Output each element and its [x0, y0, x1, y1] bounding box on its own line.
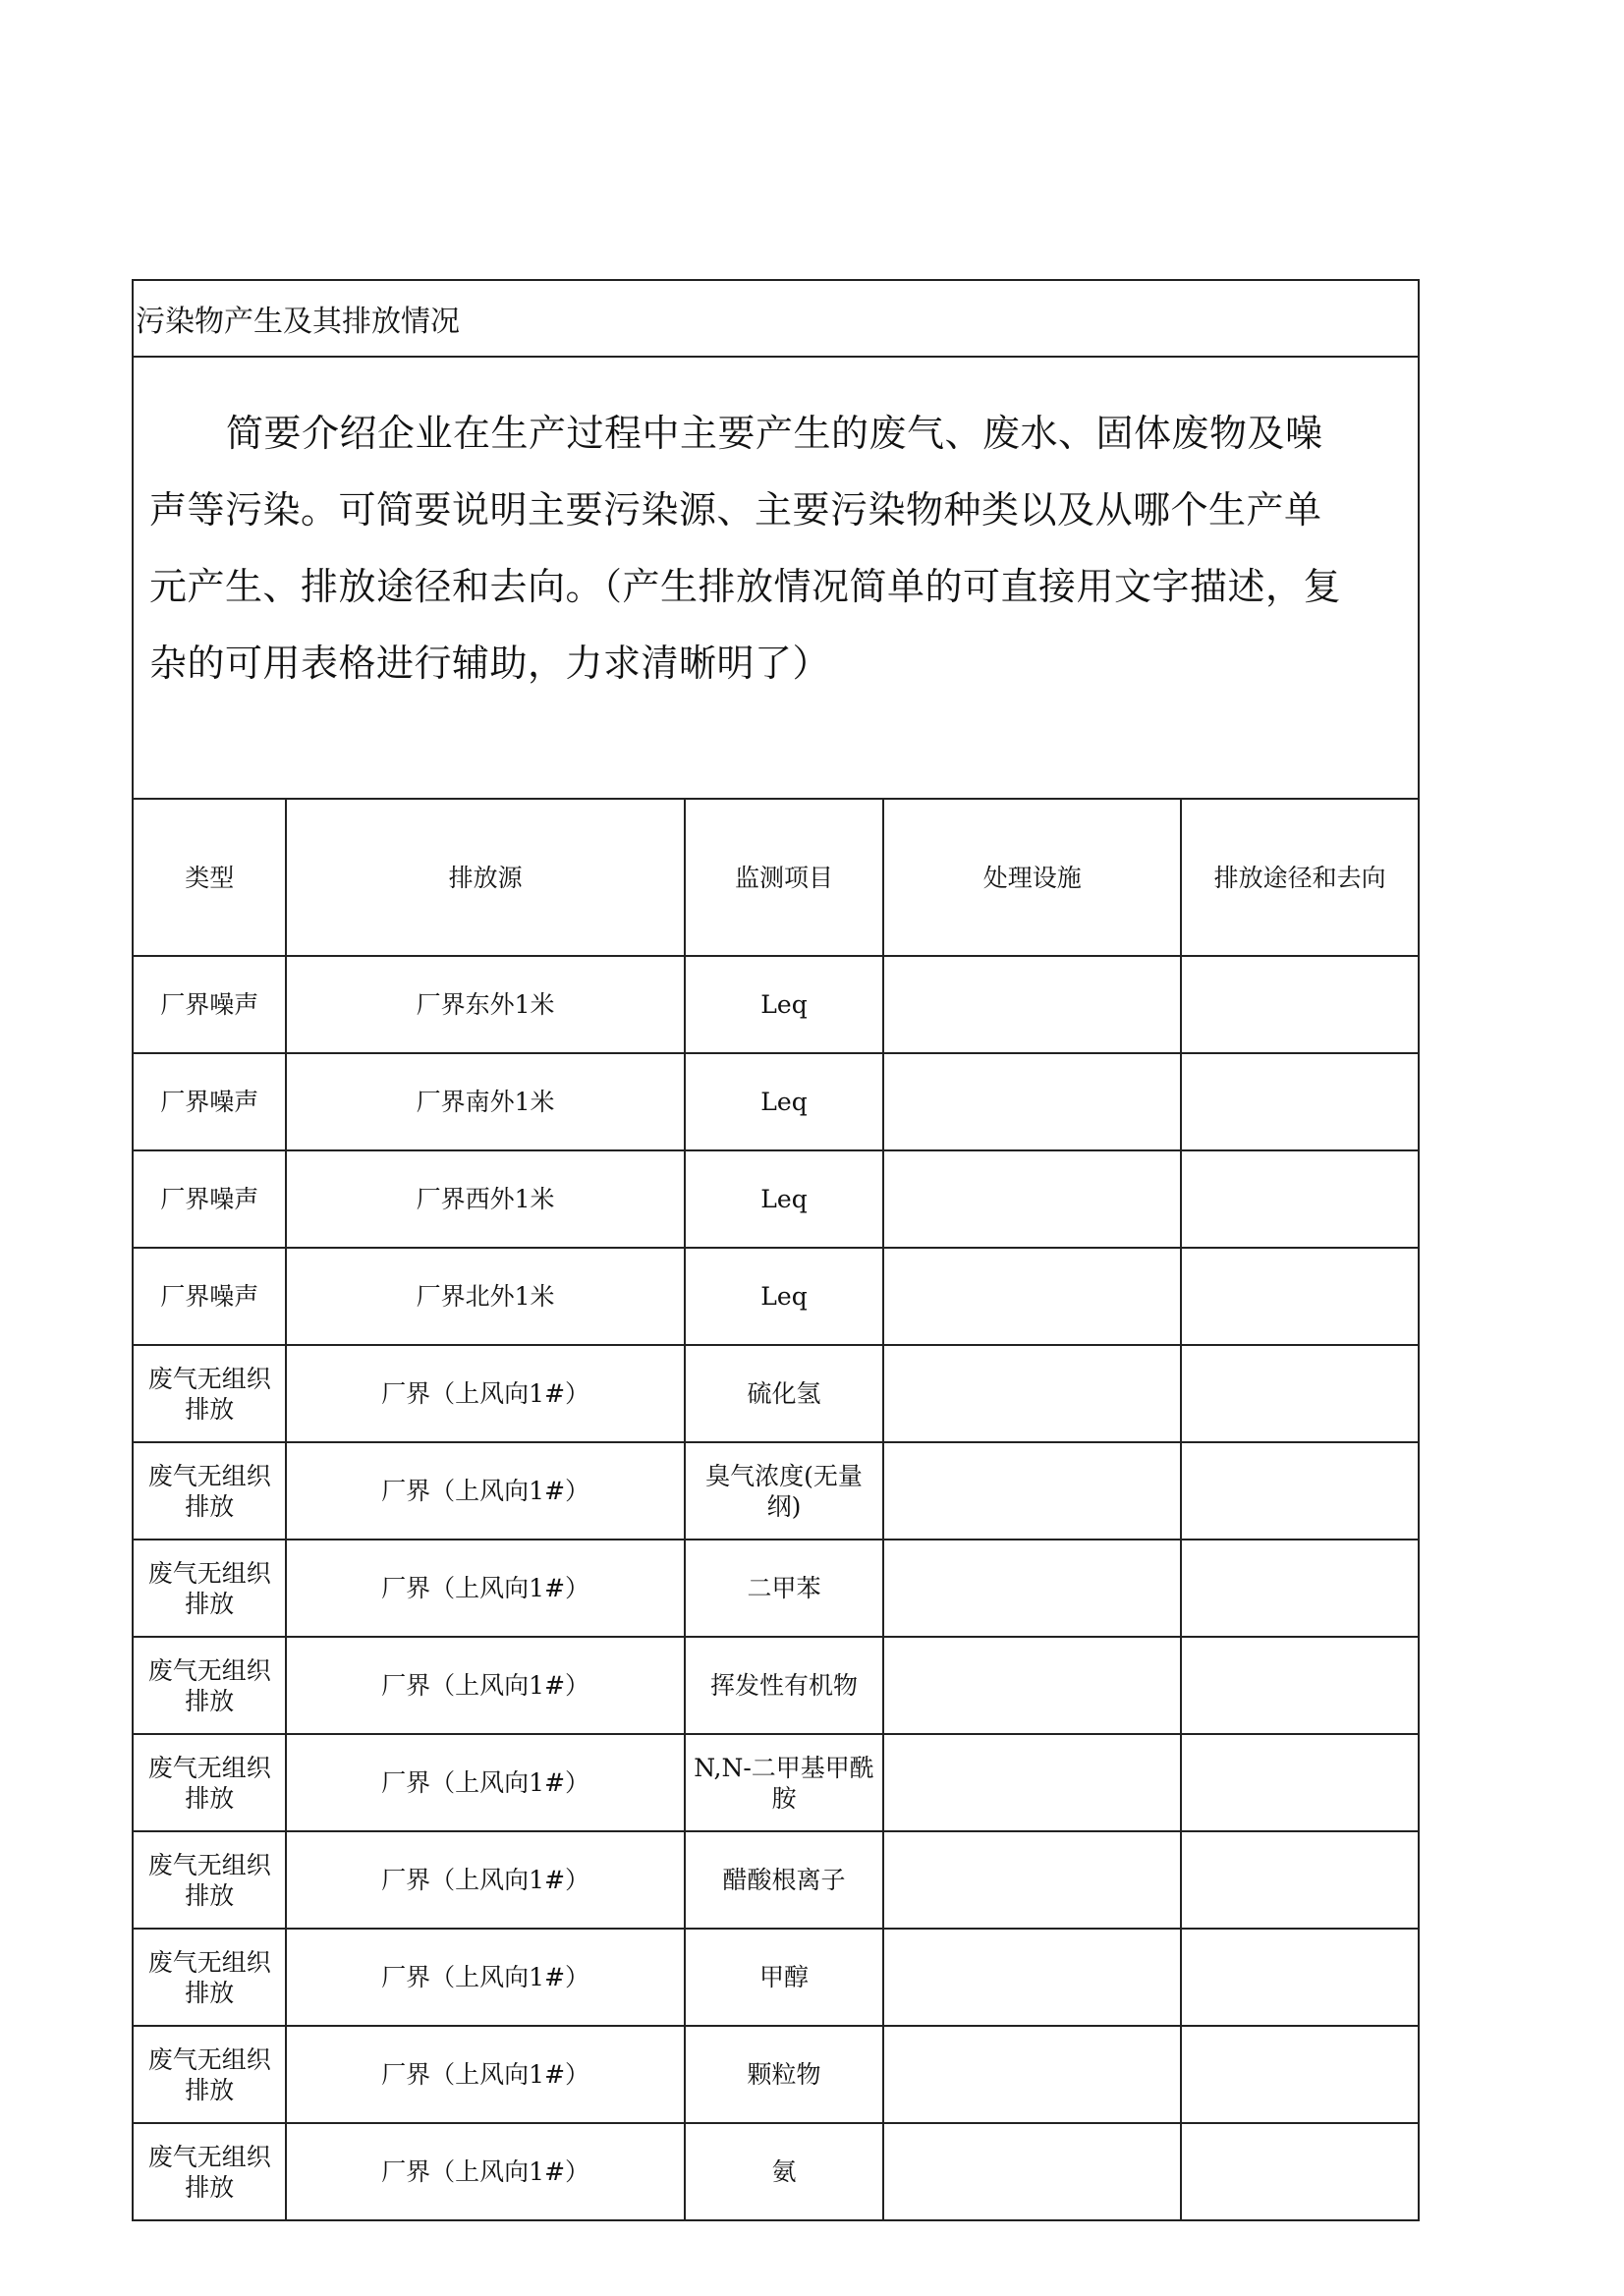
- cell-type: 废气无组织排放: [133, 1540, 286, 1637]
- cell-monitor-item: 颗粒物: [685, 2026, 884, 2123]
- cell-source: 厂界北外1米: [286, 1248, 684, 1345]
- cell-monitor-item: Leq: [685, 1248, 884, 1345]
- cell-facility: [883, 1831, 1181, 1929]
- cell-route: [1181, 1929, 1419, 2026]
- cell-type: 废气无组织排放: [133, 2026, 286, 2123]
- intro-paragraph: 简要介绍企业在生产过程中主要产生的废气、废水、固体废物及噪声等污染。可简要说明主要污染源、主要污染物种类以及从哪个生产单元产生、排放途径和去向。（产生排放情况简单的可直接用文字描述，复杂的可用表格进行辅助，力求清晰明了）: [132, 356, 1420, 798]
- cell-facility: [883, 956, 1181, 1053]
- cell-route: [1181, 2026, 1419, 2123]
- header-source: 排放源: [286, 799, 684, 956]
- cell-type: 废气无组织排放: [133, 1734, 286, 1831]
- cell-type: 厂界噪声: [133, 1150, 286, 1248]
- cell-type: 废气无组织排放: [133, 2123, 286, 2220]
- cell-source: 厂界（上风向1#）: [286, 2026, 684, 2123]
- cell-source: 厂界（上风向1#）: [286, 1734, 684, 1831]
- cell-monitor-item: 氨: [685, 2123, 884, 2220]
- cell-type: 废气无组织排放: [133, 1442, 286, 1540]
- cell-source: 厂界西外1米: [286, 1150, 684, 1248]
- cell-monitor-item: 硫化氢: [685, 1345, 884, 1442]
- cell-source: 厂界（上风向1#）: [286, 1345, 684, 1442]
- cell-monitor-item: Leq: [685, 956, 884, 1053]
- cell-facility: [883, 1929, 1181, 2026]
- cell-facility: [883, 1734, 1181, 1831]
- cell-route: [1181, 1442, 1419, 1540]
- table-row: [133, 1637, 1419, 1734]
- cell-monitor-item: 臭气浓度(无量纲): [685, 1442, 884, 1540]
- section-title-box: [132, 279, 1420, 356]
- section-title: 污染物产生及其排放情况: [136, 305, 460, 339]
- cell-route: [1181, 1637, 1419, 1734]
- table-row: [133, 2123, 1419, 2220]
- cell-facility: [883, 2026, 1181, 2123]
- cell-type: 废气无组织排放: [133, 1345, 286, 1442]
- header-monitor-item: 监测项目: [685, 799, 884, 956]
- cell-source: 厂界南外1米: [286, 1053, 684, 1150]
- cell-source: 厂界（上风向1#）: [286, 1442, 684, 1540]
- cell-type: 废气无组织排放: [133, 1637, 286, 1734]
- cell-source: 厂界（上风向1#）: [286, 1929, 684, 2026]
- cell-route: [1181, 1831, 1419, 1929]
- cell-route: [1181, 1540, 1419, 1637]
- table-row: [133, 1929, 1419, 2026]
- cell-source: 厂界东外1米: [286, 956, 684, 1053]
- cell-route: [1181, 956, 1419, 1053]
- cell-facility: [883, 1345, 1181, 1442]
- emission-table: [132, 798, 1420, 2221]
- cell-facility: [883, 1150, 1181, 1248]
- cell-facility: [883, 1053, 1181, 1150]
- header-type: 类型: [133, 799, 286, 956]
- table-body: [133, 956, 1419, 2220]
- header-facility: 处理设施: [883, 799, 1181, 956]
- cell-facility: [883, 2123, 1181, 2220]
- cell-type: 厂界噪声: [133, 956, 286, 1053]
- cell-route: [1181, 1248, 1419, 1345]
- table-header-row: [133, 799, 1419, 956]
- cell-monitor-item: N,N-二甲基甲酰胺: [685, 1734, 884, 1831]
- cell-route: [1181, 1734, 1419, 1831]
- cell-source: 厂界（上风向1#）: [286, 1831, 684, 1929]
- table-row: [133, 1442, 1419, 1540]
- table-row: [133, 1831, 1419, 1929]
- cell-monitor-item: 甲醇: [685, 1929, 884, 2026]
- table-row: [133, 1053, 1419, 1150]
- cell-type: 厂界噪声: [133, 1248, 286, 1345]
- table-row: [133, 1248, 1419, 1345]
- cell-type: 废气无组织排放: [133, 1929, 286, 2026]
- cell-route: [1181, 1150, 1419, 1248]
- cell-facility: [883, 1248, 1181, 1345]
- cell-monitor-item: Leq: [685, 1150, 884, 1248]
- table-row: [133, 1734, 1419, 1831]
- cell-type: 废气无组织排放: [133, 1831, 286, 1929]
- cell-facility: [883, 1540, 1181, 1637]
- cell-facility: [883, 1442, 1181, 1540]
- table-row: [133, 956, 1419, 1053]
- cell-route: [1181, 2123, 1419, 2220]
- table-row: [133, 1345, 1419, 1442]
- cell-monitor-item: Leq: [685, 1053, 884, 1150]
- cell-type: 厂界噪声: [133, 1053, 286, 1150]
- cell-source: 厂界（上风向1#）: [286, 1637, 684, 1734]
- cell-route: [1181, 1053, 1419, 1150]
- table-row: [133, 1150, 1419, 1248]
- cell-route: [1181, 1345, 1419, 1442]
- document-page: [132, 279, 1420, 2221]
- header-route: 排放途径和去向: [1181, 799, 1419, 956]
- cell-monitor-item: 醋酸根离子: [685, 1831, 884, 1929]
- table-row: [133, 1540, 1419, 1637]
- cell-monitor-item: 挥发性有机物: [685, 1637, 884, 1734]
- table-row: [133, 2026, 1419, 2123]
- cell-facility: [883, 1637, 1181, 1734]
- cell-source: 厂界（上风向1#）: [286, 1540, 684, 1637]
- cell-source: 厂界（上风向1#）: [286, 2123, 684, 2220]
- cell-monitor-item: 二甲苯: [685, 1540, 884, 1637]
